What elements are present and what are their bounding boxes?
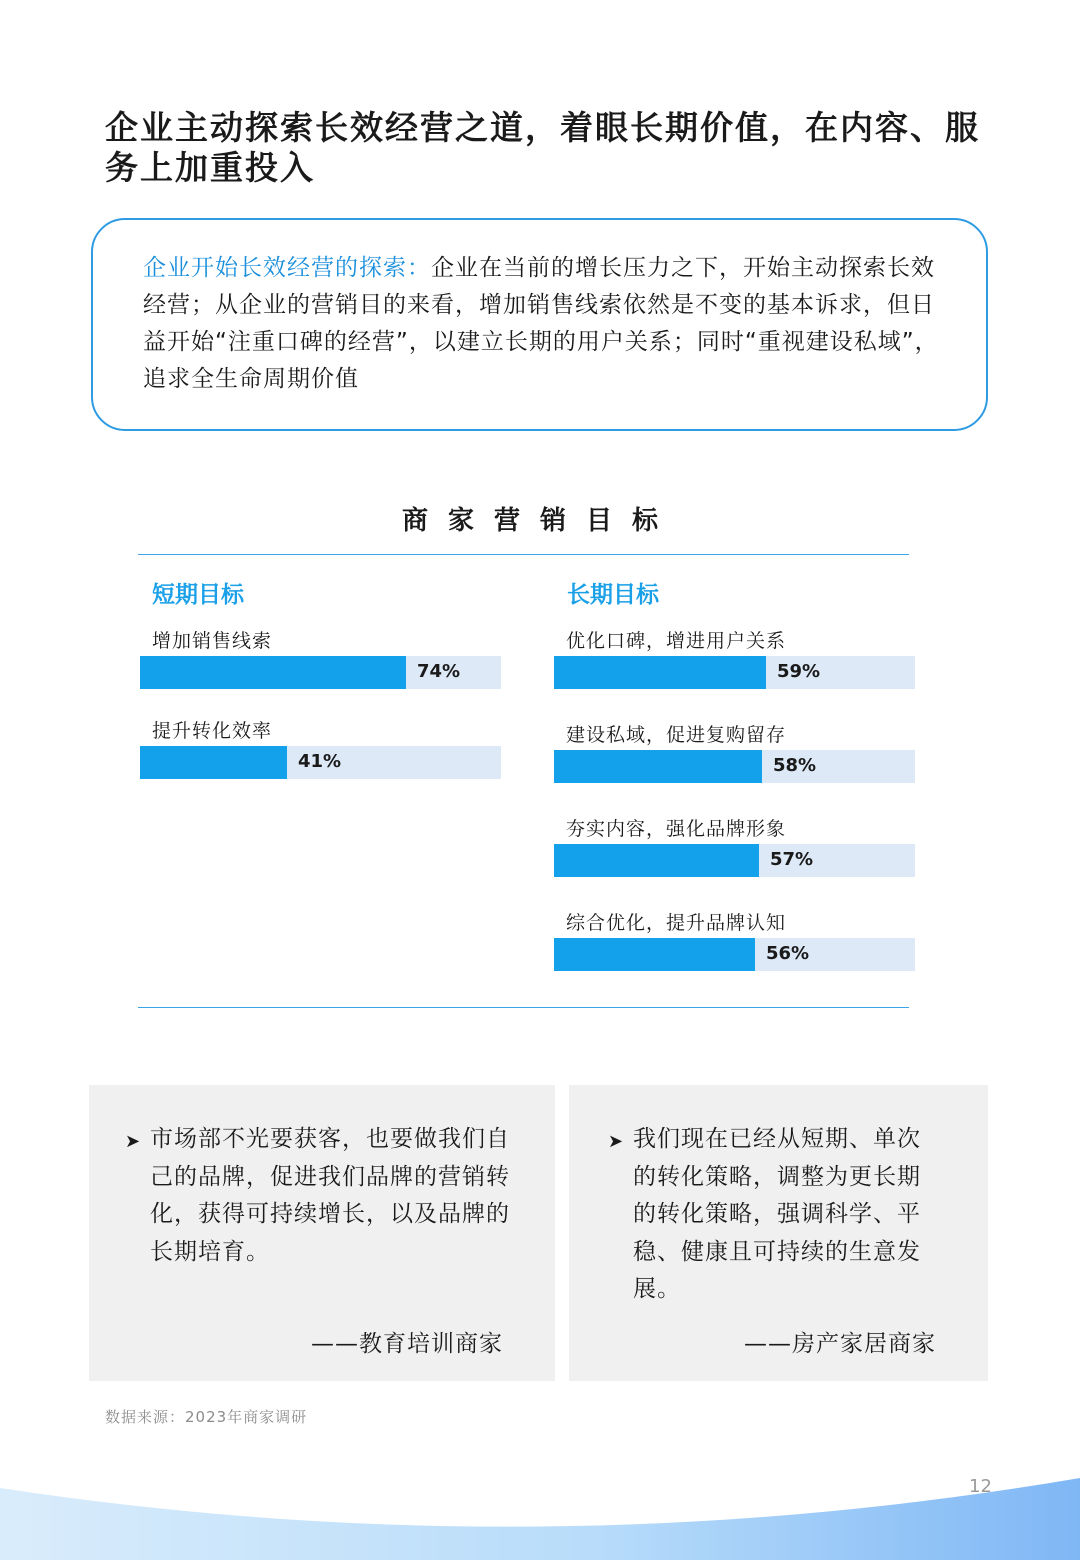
chart-title: 商家营销目标	[401, 506, 678, 536]
footer-wave-decoration	[0, 1450, 1080, 1560]
bar-fill	[140, 746, 287, 779]
quote-card-education	[89, 1085, 555, 1381]
bar-value-label: 56%	[766, 943, 810, 964]
short-term-title: 短期目标	[152, 582, 244, 608]
bar-fill	[140, 656, 406, 689]
bar-label: 建设私域，促进复购留存	[566, 724, 787, 746]
long-term-title: 长期目标	[567, 582, 659, 608]
bar-value-label: 57%	[770, 849, 814, 870]
page-number: 12	[969, 1476, 992, 1497]
bar-value-label: 59%	[777, 661, 821, 682]
arrow-bullet-icon: ➤	[125, 1131, 141, 1152]
bar-value-label: 41%	[298, 751, 342, 772]
bar-fill	[554, 656, 766, 689]
intro-callout	[91, 218, 988, 431]
bar-label: 优化口碑，增进用户关系	[566, 630, 787, 652]
quote-text: 市场部不光要获客，也要做我们自己的品牌，促进我们品牌的营销转化，获得可持续增长，以及品牌的长期培育。	[150, 1126, 510, 1265]
bar-fill	[554, 750, 762, 783]
bar-label: 提升转化效率	[152, 720, 273, 742]
bar-track	[140, 746, 501, 779]
bar-label: 夯实内容，强化品牌形象	[566, 818, 787, 840]
chart-bottom-rule	[138, 1007, 909, 1008]
quote-attribution: ——房产家居商家	[744, 1331, 936, 1357]
bar-fill	[554, 844, 759, 877]
quote-attribution: ——教育培训商家	[311, 1331, 503, 1357]
quote-card-real-estate	[569, 1085, 988, 1381]
bar-track	[554, 656, 915, 689]
bar-label: 增加销售线索	[152, 630, 273, 652]
bar-track	[554, 938, 915, 971]
bar-track	[140, 656, 501, 689]
data-source-note: 数据来源：2023年商家调研	[105, 1408, 308, 1426]
intro-lead: 企业开始长效经营的探索：	[143, 255, 431, 281]
bar-fill	[554, 938, 755, 971]
bar-value-label: 58%	[773, 755, 817, 776]
bar-track	[554, 844, 915, 877]
intro-text	[143, 250, 953, 398]
arrow-bullet-icon: ➤	[608, 1131, 624, 1152]
bar-value-label: 74%	[417, 661, 461, 682]
page-heading: 企业主动探索长效经营之道，着眼长期价值，在内容、服务上加重投入	[105, 108, 980, 187]
bar-track	[554, 750, 915, 783]
bar-label: 综合优化，提升品牌认知	[566, 912, 787, 934]
chart-top-rule	[138, 554, 909, 555]
quote-text: 我们现在已经从短期、单次的转化策略，调整为更长期的转化策略，强调科学、平稳、健康且可持续的生意发展。	[633, 1126, 921, 1302]
intro-body: 企业在当前的增长压力之下，开始主动探索长效经营；从企业的营销目的来看，增加销售线索依然是不变的基本诉求，但日益开始“注重口碑的经营”，以建立长期的用户关系；同时“重视建设私域”，追求全生命周期价值	[143, 255, 939, 392]
